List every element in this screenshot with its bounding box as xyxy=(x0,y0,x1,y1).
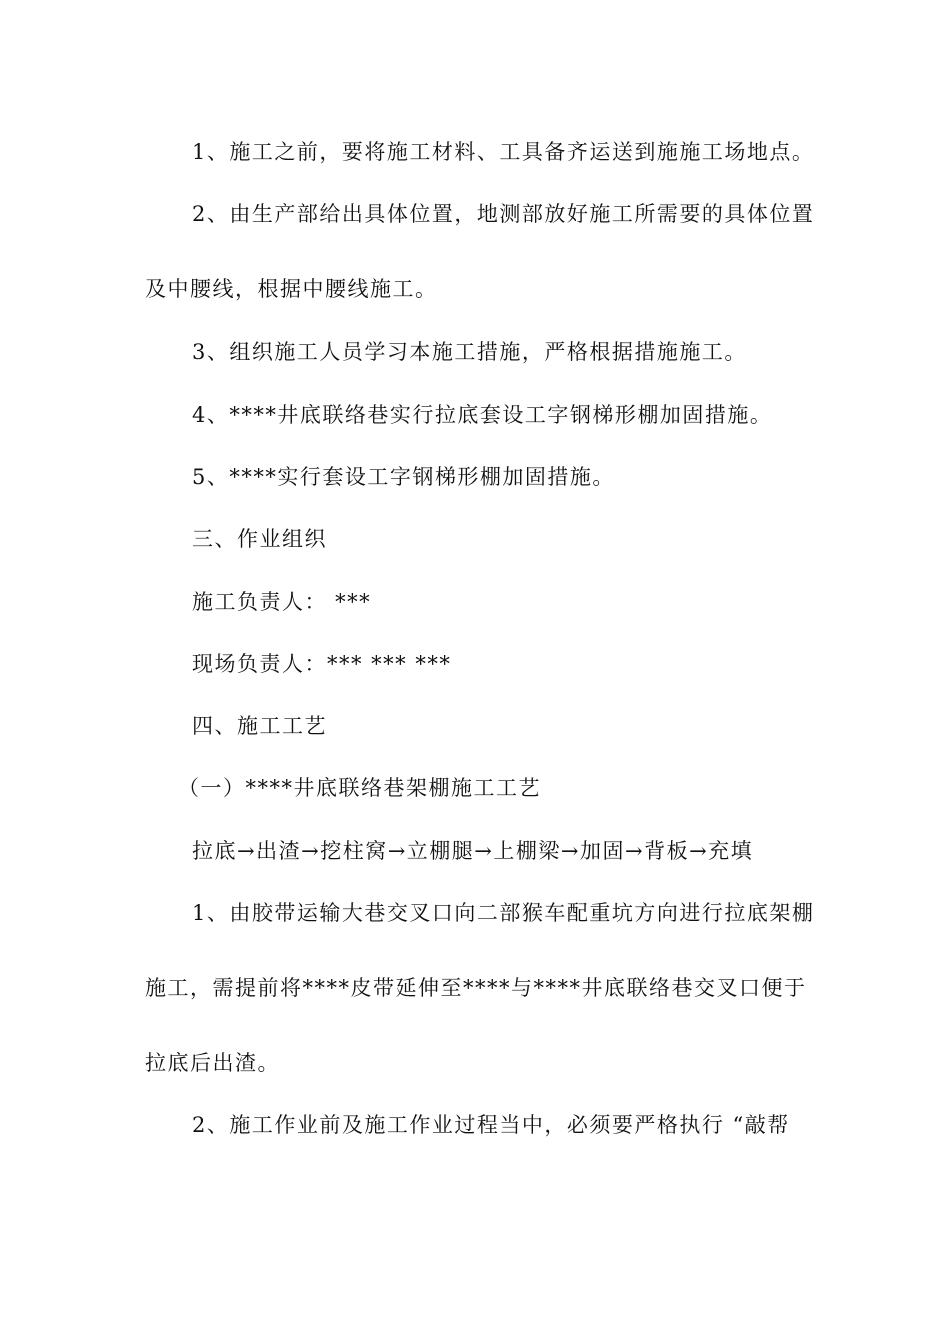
site-lead-line: 现场负责人：*** *** *** xyxy=(192,652,452,676)
para-2-line-1: 2、由生产部给出具体位置，地测部放好施工所需要的具体位置 xyxy=(192,202,815,226)
para-4-line: 4、****井底联络巷实行拉底套设工字钢梯形棚加固措施。 xyxy=(192,403,773,427)
section-heading-4: 四、施工工艺 xyxy=(192,714,327,738)
para-2-line-2: 及中腰线，根据中腰线施工。 xyxy=(145,277,438,301)
section-heading-3: 三、作业组织 xyxy=(192,527,327,551)
para-5-line: 5、****实行套设工字钢梯形棚加固措施。 xyxy=(192,465,615,489)
step-1-line-1: 1、由胶带运输大巷交叉口向二部猴车配重坑方向进行拉底架棚 xyxy=(192,901,815,925)
step-2-line-1: 2、施工作业前及施工作业过程当中，必须要严格执行 “敲帮 xyxy=(192,1113,790,1137)
para-1-line: 1、施工之前，要将施工材料、工具备齐运送到施施工场地点。 xyxy=(192,140,815,164)
construction-lead-line: 施工负责人： *** xyxy=(192,590,372,614)
para-3-line: 3、组织施工人员学习本施工措施，严格根据措施施工。 xyxy=(192,340,747,364)
subsection-heading-1: （一）****井底联络巷架棚施工工艺 xyxy=(178,776,541,800)
step-1-line-2: 施工，需提前将****皮带延伸至****与****井底联络巷交叉口便于 xyxy=(145,976,807,1000)
step-1-line-3: 拉底后出渣。 xyxy=(145,1051,280,1075)
process-flow-line: 拉底→出渣→挖柱窝→立棚腿→上棚梁→加固→背板→充填 xyxy=(192,839,754,863)
